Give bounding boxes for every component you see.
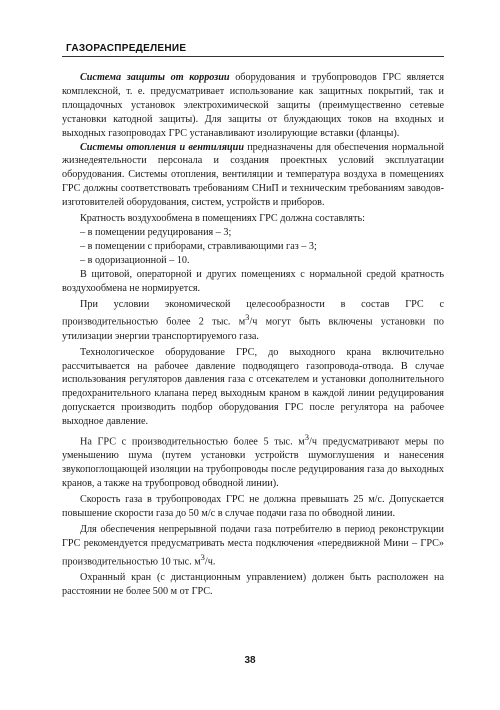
running-header: ГАЗОРАСПРЕДЕЛЕНИЕ bbox=[66, 43, 187, 54]
paragraph-control-rooms: В щитовой, операторной и других помещениях с нормальной средой кратность воздухообмена не нормируется. bbox=[62, 268, 444, 294]
term-heating-ventilation: Системы отопления и вентиляции bbox=[80, 141, 244, 153]
paragraph-air-exchange: Кратность воздухообмена в помещениях ГРС должна составлять: bbox=[80, 213, 365, 225]
paragraph-text: /ч. bbox=[204, 556, 216, 568]
superscript: 3 bbox=[304, 432, 309, 443]
header-rule bbox=[62, 56, 444, 57]
paragraph-noise-reduction bbox=[62, 431, 444, 491]
paragraph-corrosion-protection bbox=[62, 71, 444, 141]
list-item: – в помещении редуцирования – 3; bbox=[80, 226, 232, 238]
page-body bbox=[62, 71, 444, 599]
paragraph-heating-ventilation bbox=[62, 141, 444, 211]
paragraph-energy-utilization bbox=[62, 298, 444, 344]
paragraph-equipment-pressure: Технологическое оборудование ГРС, до выходного крана включительно рассчитывается на рабочее давление подводящего газопровода-отвода. В случае использования регуляторов давления газа с отсекателем и установки дополнительного предохранительного клапана перед выходным краном в каждой линии редуцирования допускается производить подбор оборудования ГРС после регулятора на рабочее выходное давление. bbox=[62, 346, 444, 428]
paragraph-text: /ч могут быть включены установки по утилизации энергии транспортируемого газа. bbox=[62, 316, 444, 342]
superscript: 3 bbox=[245, 312, 250, 323]
paragraph-text: предназначены для обеспечения нормальной жизнедеятельности персонала и создания проектных условий эксплуатации оборудования. Системы отопления, вентиляции и температура воздуха в помещениях ГРС должны соответствовать требованиям СНиП и техническим требованиям заводов-изготовителей оборудования, систем, устройств и приборов. bbox=[62, 141, 444, 209]
page-number: 38 bbox=[244, 655, 256, 666]
paragraph-guard-valve: Охранный кран (с дистанционным управлением) должен быть расположен на расстоянии не более 500 м от ГРС. bbox=[62, 571, 444, 597]
paragraph-text: На ГРС с производительностью более 5 тыс. м bbox=[80, 436, 305, 448]
superscript: 3 bbox=[200, 551, 205, 562]
paragraph-gas-velocity: Скорость газа в трубопроводах ГРС не должна превышать 25 м/с. Допускается повышение скорости газа до 50 м/с в случае подачи газа по обводной линии. bbox=[62, 494, 444, 519]
list-item: – в помещении с приборами, стравливающими газ – 3; bbox=[80, 240, 317, 252]
term-corrosion-protection: Система защиты от коррозии bbox=[80, 72, 230, 83]
paragraph-text: /ч предусматривают меры по уменьшению шума (путем установки устройств шумоглушения и нанесения звукопоглощающей изоляции на трубопроводы после редуцирования газа до выходных кранов, а также на трубопровод обводной линии). bbox=[62, 436, 444, 490]
list-item: – в одоризационной – 10. bbox=[80, 254, 190, 266]
paragraph-text: При условии экономической целесообразности в состав ГРС с производительностью более 2 тыс. м bbox=[62, 298, 444, 328]
paragraph-mobile-grs bbox=[62, 523, 444, 569]
paragraph-text: оборудования и трубопроводов ГРС является комплексной, т. е. предусматривает использование как защитных покрытий, так и площадочных установок электрохимической защиты (преимущественно сетевые установки катодной защиты). Для защиты от блуждающих токов на входных и выходных газопроводах ГРС устанавливают изолирующие вставки (фланцы). bbox=[62, 72, 445, 139]
paragraph-text: Для обеспечения непрерывной подачи газа потребителю в период реконструкции ГРС рекомендуется предусматривать места подключения «передвижной Мини – ГРС» производительностью 10 тыс. м bbox=[62, 523, 444, 568]
